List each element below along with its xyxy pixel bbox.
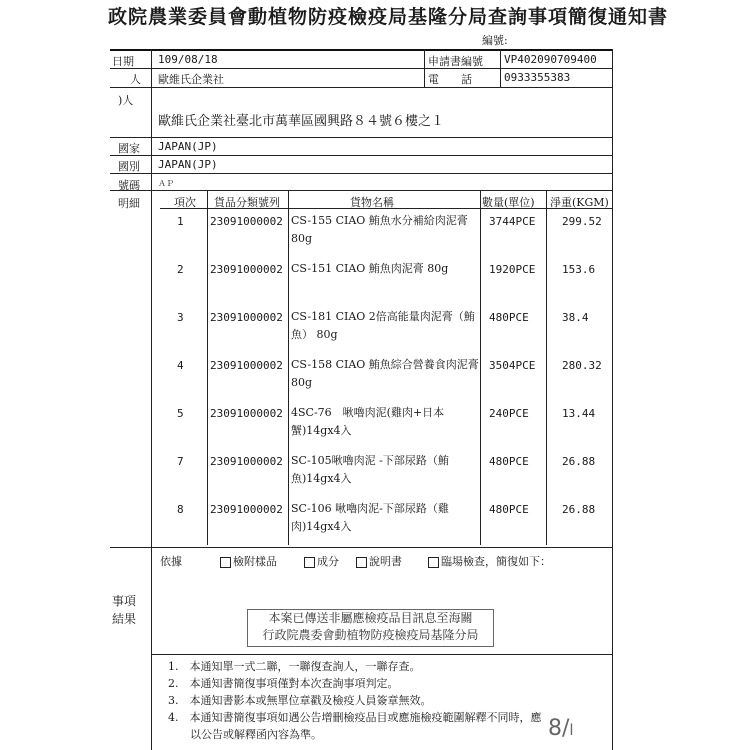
app-no-value: VP402090709400 — [504, 53, 597, 66]
note-item: 以公告或解釋函內容為準。 — [168, 728, 322, 741]
table-row-no: 8 — [177, 503, 184, 516]
table-row-code: 23091000002 — [210, 455, 283, 468]
address-value: 歐維氏企業社臺北市萬華區國興路８４號６樓之１ — [158, 114, 445, 129]
check-sample-label: 檢附樣品 — [233, 555, 277, 568]
check-manual — [356, 553, 402, 569]
date-value: 109/08/18 — [158, 53, 218, 66]
table-row-name: SC-106 啾嚕肉泥-下部尿路（雞肉)14gx4入 — [291, 502, 449, 533]
table-bottom-line — [110, 547, 612, 548]
serial-label: 編號: — [482, 34, 508, 47]
table-row-qty: 480PCE — [489, 311, 529, 324]
table-row-name: CS-181 CIAO 2倍高能量肉泥膏（鮪魚） 80g — [291, 310, 475, 341]
table-row-qty: 480PCE — [489, 503, 529, 516]
table-row-code: 23091000002 — [210, 503, 283, 516]
table-row-weight: 26.88 — [562, 455, 596, 468]
notes-list — [168, 658, 542, 743]
table-row-code: 23091000002 — [210, 407, 283, 420]
table-row-qty: 1920PCE — [489, 263, 536, 276]
country1-label: 國家 — [118, 142, 140, 155]
table-row-no: 5 — [177, 407, 184, 420]
check-onsite — [428, 553, 551, 569]
app-no-label: 申請書編號 — [428, 55, 483, 68]
table-row-qty: 480PCE — [489, 455, 529, 468]
table-row-qty: 3744PCE — [489, 215, 536, 228]
date-label: 日期 — [112, 55, 134, 68]
row-line — [110, 155, 612, 156]
note-item: 4. 本通知書簡復事項如遇公告增刪檢疫品目或應施檢疫範圍解釋不同時，應 — [168, 711, 542, 724]
page-mark-suffix: l — [569, 721, 574, 739]
table-row-weight: 26.88 — [562, 503, 596, 516]
table-header: 貨物名稱 — [350, 196, 394, 209]
check-sample — [220, 553, 277, 569]
page-mark — [548, 716, 574, 741]
row-line — [110, 137, 612, 138]
table-row-no: 3 — [177, 311, 184, 324]
agency-stamp — [247, 609, 494, 647]
table-row-no: 1 — [177, 215, 184, 228]
col-divider — [207, 190, 208, 545]
checkbox-icon — [304, 557, 315, 568]
check-ingredient-label: 成分 — [317, 555, 339, 568]
checkbox-icon — [356, 557, 367, 568]
table-row-weight: 153.6 — [562, 263, 596, 276]
table-header: 項次 — [174, 196, 196, 209]
table-row-no: 7 — [177, 455, 184, 468]
row-line — [110, 173, 612, 174]
row-line — [110, 87, 612, 88]
phone-value: 0933355383 — [504, 71, 571, 84]
table-row-qty: 240PCE — [489, 407, 529, 420]
table-row-name: 4SC-76 啾嚕肉泥(雞肉+日本蟹)14gx4入 — [291, 406, 445, 437]
check-ingredient — [304, 553, 339, 569]
table-header: 數量(單位) — [482, 196, 535, 209]
notes-top-line — [151, 654, 612, 655]
table-row-name: SC-105啾嚕肉泥 -下部尿路（鮪魚)14gx4入 — [291, 454, 449, 485]
table-row-weight: 280.32 — [562, 359, 602, 372]
table-row-no: 4 — [177, 359, 184, 372]
checkbox-icon — [220, 557, 231, 568]
row-line — [110, 68, 612, 69]
note-item: 3. 本通知書影本或無單位章戳及檢疫人員簽章無效。 — [168, 694, 432, 707]
col-divider — [546, 190, 547, 545]
stamp-line-2: 行政院農委會動植物防疫檢疫局基隆分局 — [262, 628, 479, 642]
col-divider — [288, 190, 289, 545]
frame-right — [612, 49, 613, 750]
checkbox-icon — [428, 557, 439, 568]
page-mark-text: 8/ — [548, 716, 570, 741]
table-row-name: CS-155 CIAO 鮪魚水分補給肉泥膏 80g — [291, 214, 479, 245]
check-manual-label: 說明書 — [369, 555, 402, 568]
detail-label: 明細 — [118, 197, 140, 210]
table-row-no: 2 — [177, 263, 184, 276]
basis-label: 依據 — [160, 555, 182, 568]
reply-suffix: ，簡復如下： — [485, 555, 551, 568]
frame-top — [110, 49, 612, 51]
table-row-qty: 3504PCE — [489, 359, 536, 372]
result-side-label-1: 事項 — [112, 594, 137, 608]
table-row-name: CS-158 CIAO 鮪魚綜合營養食肉泥膏 80g — [291, 358, 479, 389]
table-row-code: 23091000002 — [210, 311, 283, 324]
note-item: 2. 本通知書簡復事項僅對本次查詢事項判定。 — [168, 677, 399, 690]
table-row-weight: 38.4 — [562, 311, 589, 324]
table-header: 貨品分類號列 — [214, 196, 280, 209]
code-label: 號碼 — [118, 179, 140, 192]
phone-label: 電 話 — [428, 73, 472, 86]
table-row-weight: 299.52 — [562, 215, 602, 228]
code-value: ＡＰ — [158, 179, 174, 188]
table-row-name: CS-151 CIAO 鮪魚肉泥膏 80g — [291, 262, 449, 275]
note-item: 1. 本通知單一式二聯，一聯復查詢人，一聯存查。 — [168, 660, 421, 673]
table-row-code: 23091000002 — [210, 215, 283, 228]
row-line — [110, 190, 612, 191]
country2-value: JAPAN(JP) — [158, 158, 218, 171]
check-onsite-label: 臨場檢查 — [441, 555, 485, 568]
country2-label: 國別 — [118, 160, 140, 173]
stamp-line-1: 本案已傳送非屬應檢疫品目訊息至海關 — [268, 611, 473, 625]
country1-value: JAPAN(JP) — [158, 140, 218, 153]
table-row-weight: 13.44 — [562, 407, 596, 420]
applicant-value: 歐維氏企業社 — [158, 73, 224, 86]
table-header: 淨重(KGM) — [550, 196, 609, 209]
table-row-code: 23091000002 — [210, 359, 283, 372]
table-row-code: 23091000002 — [210, 263, 283, 276]
document-title: 政院農業委員會動植物防疫檢疫局基隆分局查詢事項簡復通知書 — [108, 6, 669, 28]
result-side-label-2: 結果 — [112, 612, 137, 626]
applicant-label: 人 — [130, 73, 141, 86]
address-label: )人 — [118, 94, 134, 107]
